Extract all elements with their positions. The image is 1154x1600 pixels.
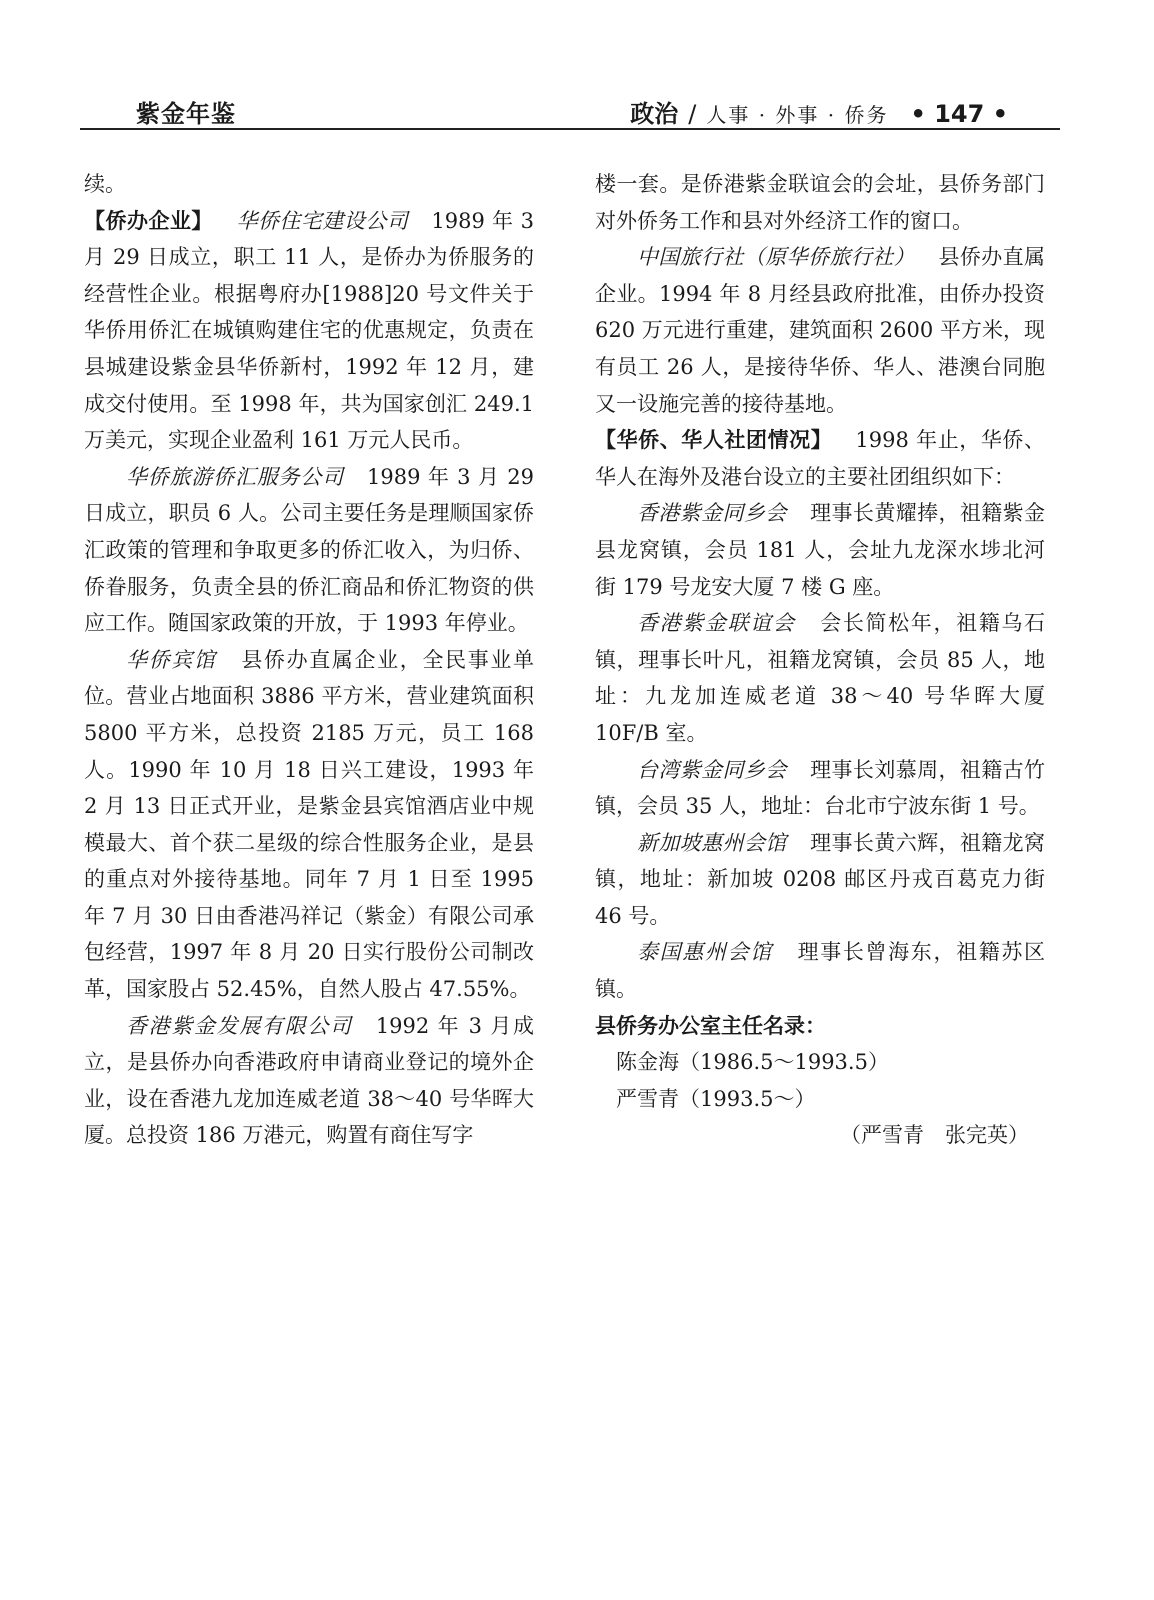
section-title: 政治 [630, 100, 679, 128]
entity-name: 华侨住宅建设公司 [235, 208, 409, 233]
directors-title: 县侨务办公室主任名录： [595, 1013, 826, 1038]
section-label: 【华侨、华人社团情况】 [595, 428, 833, 453]
entity-name: 香港紫金联谊会 [637, 611, 796, 636]
subsection-title: 人事 · 外事 · 侨务 [706, 103, 889, 127]
director-entry: 陈金海（1986.5～1993.5） [616, 1050, 889, 1075]
paragraph-text: 理事长曾海东，祖籍苏区镇。 [595, 940, 1046, 1002]
paragraph-continued: 续。 [84, 172, 126, 196]
paragraph-text: 会长简松年，祖籍乌石镇，理事长叶凡，祖籍龙窝镇，会员 85 人，地址：九龙加连威老道 38～40 号华晖大厦 10F/B 室。 [595, 611, 1046, 745]
page-number: • 147 • [910, 100, 1008, 128]
entity-name: 华侨宾馆 [126, 647, 217, 672]
entity-name: 华侨旅游侨汇服务公司 [126, 464, 344, 489]
paragraph-text: 1989 年 3 月 29 日成立，职工 11 人，是侨办为侨服务的经营性企业。根据粤府办[1988]20 号文件关于华侨用侨汇在城镇购建住宅的优惠规定，负责在县城建设紫金县华侨新村，1992 年 12 月，建成交付使用。至 1998 年，共为国家创汇 249.1 万美元，实现企业盈利 161 万元人民币。 [84, 208, 535, 453]
paragraph-travel-service [595, 239, 1045, 422]
entity-name: 台湾紫金同乡会 [637, 757, 787, 782]
paragraph-association [595, 825, 1045, 935]
paragraph-text: 1992 年 3 月成立，是县侨办向香港政府申请商业登记的境外企业，设在香港九龙加连威老道 38～40 号华晖大厦。总投资 186 万港元，购置有商住写字 [84, 1013, 534, 1148]
paragraph-hotel [84, 642, 534, 1008]
entity-name: 香港紫金发展有限公司 [126, 1013, 353, 1038]
paragraph-association [595, 752, 1045, 825]
page-header [80, 90, 1060, 130]
header-section [630, 94, 1008, 129]
paragraph-associations [595, 422, 1045, 495]
paragraph-text: 1998 年止，华侨、华人在海外及港台设立的主要社团组织如下： [595, 428, 1045, 489]
paragraph-text: 1989 年 3 月 29 日成立，职员 6 人。公司主要任务是理顺国家侨汇政策的管理和争取更多的侨汇收入，为归侨、侨眷服务，负责全县的侨汇商品和侨汇物资的供应工作。随国家政策的开放，于 1993 年停业。 [84, 464, 534, 636]
author-signature: （严雪青 张完英） [840, 1123, 1029, 1148]
entity-name: 泰国惠州会馆 [637, 940, 773, 965]
paragraph-continued: 楼一套。是侨港紫金联谊会的会址，县侨务部门对外侨务工作和县对外经济工作的窗口。 [595, 172, 1045, 233]
section-label: 【侨办企业】 [84, 208, 213, 233]
paragraph-association [595, 934, 1045, 1007]
right-column [595, 166, 1045, 1154]
header-separator: / [688, 100, 697, 128]
paragraph-hk-company [84, 1008, 534, 1154]
paragraph-qiaoban-enterprises [84, 203, 534, 459]
paragraph-text: 县侨办直属企业，全民事业单位。营业占地面积 3886 平方米，营业建筑面积 5800 平方米，总投资 2185 万元，员工 168 人。1990 年 10 月 18 日兴工建设，1993 年 2 月 13 日正式开业，是紫金县宾馆酒店业中规模最大、首个获二星级的综合性服务企业，是县的重点对外接待基地。同年 7 月 1 日至 1995 年 7 月 30 日由香港冯祥记（紫金）有限公司承包经营，1997 年 8 月 20 日实行股份公司制改革，国家股占 52.45%，自然人股占 47.55%。 [84, 647, 535, 1002]
paragraph-text: 理事长刘慕周，祖籍古竹镇，会员 35 人，地址：台北市宁波东街 1 号。 [595, 757, 1046, 819]
left-column [84, 166, 534, 1154]
paragraph-text: 理事长黄耀捧，祖籍紫金县龙窝镇，会员 181 人，会址九龙深水埗北河街 179 号龙安大厦 7 楼 G 座。 [595, 501, 1046, 599]
book-title: 紫金年鉴 [136, 100, 236, 128]
paragraph-association [595, 605, 1045, 751]
entity-name: 新加坡惠州会馆 [637, 830, 787, 855]
entity-name: 香港紫金同乡会 [637, 501, 787, 526]
paragraph-travel-company [84, 459, 534, 642]
director-entry: 严雪青（1993.5～） [616, 1086, 816, 1111]
paragraph-text: 县侨办直属企业。1994 年 8 月经县政府批准，由侨办投资 620 万元进行重建，建筑面积 2600 平方米，现有员工 26 人，是接待华侨、华人、港澳台同胞又一设施完善的接待基地。 [595, 245, 1046, 416]
paragraph-text: 理事长黄六辉，祖籍龙窝镇，地址：新加坡 0208 邮区丹戎百葛克力街 46 号。 [595, 830, 1046, 928]
entity-name: 中国旅行社（原华侨旅行社） [637, 245, 915, 270]
paragraph-association [595, 495, 1045, 605]
